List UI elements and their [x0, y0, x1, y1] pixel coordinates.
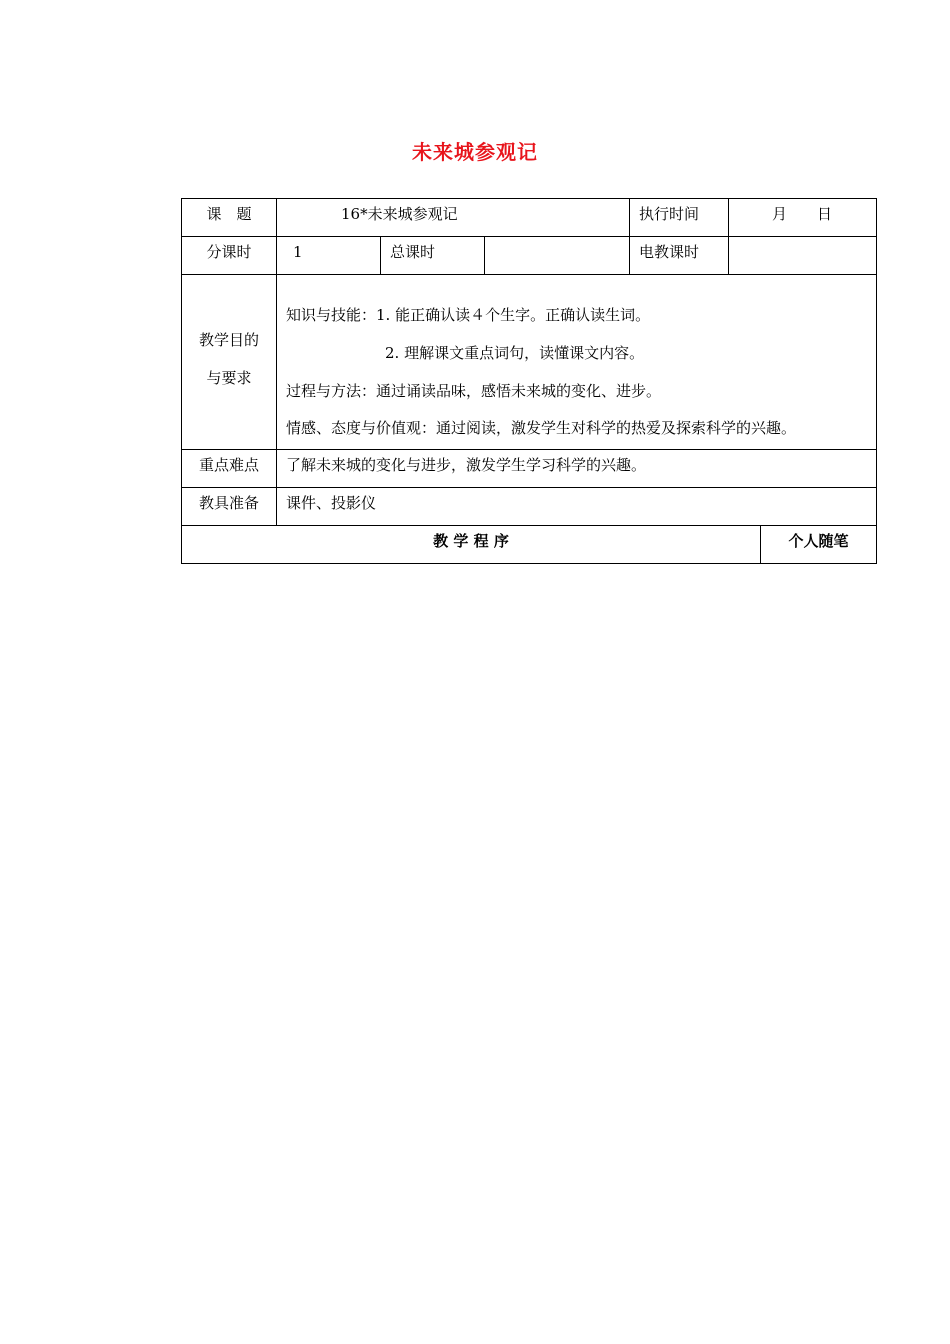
table-border: [181, 236, 877, 237]
period-label: 分课时: [206, 243, 252, 261]
table-border: [181, 274, 877, 275]
table-border: [181, 198, 877, 199]
execution-date: 月 日: [772, 205, 833, 223]
period-value: 1: [293, 243, 303, 261]
objectives-label-line1: 教学目的: [198, 331, 259, 349]
table-border: [181, 563, 877, 564]
total-periods-label: 总课时: [390, 243, 436, 261]
table-border: [629, 198, 630, 275]
table-border: [181, 525, 877, 526]
objective-line: 过程与方法：通过诵读品味，感悟未来城的变化、进步。: [286, 382, 662, 400]
subject-value: 16*未来城参观记: [341, 205, 458, 223]
table-border: [276, 198, 277, 526]
personal-notes-heading: 个人随笔: [788, 532, 849, 550]
materials-value: 课件、投影仪: [286, 494, 377, 512]
key-points-value: 了解未来城的变化与进步，激发学生学习科学的兴趣。: [286, 456, 647, 474]
key-points-label: 重点难点: [198, 456, 259, 474]
objective-line: 情感、态度与价值观：通过阅读，激发学生对科学的热爱及探索科学的兴趣。: [286, 419, 797, 437]
teaching-procedure-heading: 教 学 程 序: [433, 532, 509, 550]
table-border: [484, 236, 485, 275]
av-periods-label: 电教课时: [639, 243, 700, 261]
document-title: 未来城参观记: [412, 140, 538, 164]
execution-time-label: 执行时间: [639, 205, 700, 223]
objectives-label-line2: 与要求: [206, 369, 252, 387]
table-border: [728, 198, 729, 275]
table-border: [380, 236, 381, 275]
objective-line: 知识与技能：1. 能正确认读４个生字。正确认读生词。: [286, 306, 651, 324]
subject-label: 课 题: [206, 205, 252, 223]
table-border: [181, 449, 877, 450]
table-border: [876, 198, 877, 564]
materials-label: 教具准备: [198, 494, 259, 512]
table-border: [181, 487, 877, 488]
objective-line: 2. 理解课文重点词句，读懂课文内容。: [385, 344, 645, 362]
